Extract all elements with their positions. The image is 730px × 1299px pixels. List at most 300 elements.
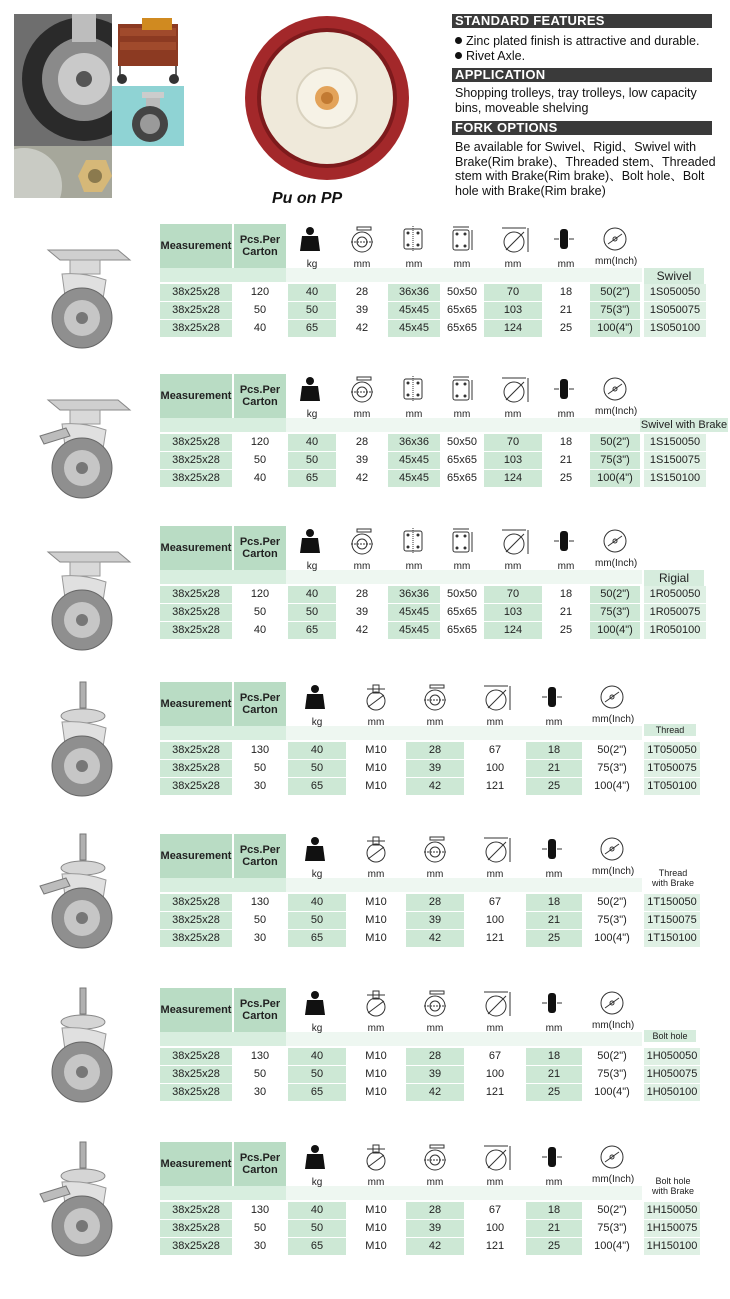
table-cell: 130 [234,894,286,911]
table-cell: 65 [288,320,336,337]
table-cell: 25 [544,470,588,487]
table-cell: 28 [338,586,386,603]
fork-options-text: Be available for Swivel、Rigid、Swivel with Brake(Rim brake)、Threaded stem、Threaded stem with Brake(Rim brake)、Bolt hole、Bolt hole with Brake(Rim brake) [455,140,716,198]
table-cell: 65x65 [442,320,482,337]
table-cell: 40 [234,622,286,639]
table-cell: 38x25x28 [160,284,232,301]
unit-label: mm(Inch) [592,714,635,725]
table-cell: 65x65 [442,604,482,621]
table-cell: 38x25x28 [160,894,232,911]
table-cell: 121 [466,778,524,795]
header-strip [286,1186,642,1200]
table-cell: 21 [526,912,582,929]
table-cell: 1S050100 [644,320,706,337]
table-cell: 25 [544,622,588,639]
caster-photo-teal [112,86,184,146]
table-cell: 50(2") [590,434,640,451]
table-cell: 38x25x28 [160,302,232,319]
table-cell: 103 [484,604,542,621]
table-row [0,742,730,759]
table-cell: 38x25x28 [160,434,232,451]
series-label: Thread with Brake [644,868,702,892]
unit-label: mm(Inch) [595,256,638,267]
table-row [0,470,730,487]
spec-block-bolt-hole-with-brake [0,1136,730,1276]
spec-block-thread [0,676,730,816]
weight-icon [299,528,327,556]
table-cell: 65 [288,470,336,487]
unit-label: mm [557,409,575,420]
table-cell: 38x25x28 [160,1202,232,1219]
table-cell: 40 [288,284,336,301]
table-cell: 1T150100 [644,930,700,947]
table-cell: 121 [466,1084,524,1101]
table-cell: 70 [484,284,542,301]
table-cell: 1H050075 [644,1066,700,1083]
table-cell: 130 [234,1048,286,1065]
pcs-per-carton-header: Pcs.Per Carton [234,224,286,268]
width-icon [553,528,581,556]
unit-label: mm [557,259,575,270]
height-icon [482,684,510,712]
table-row [0,284,730,301]
table-cell: 50 [234,1220,286,1237]
height-icon [482,990,510,1018]
table-row [0,778,730,795]
unit-label: mm(Inch) [595,406,638,417]
table-cell: 39 [338,452,386,469]
swivel-radius-icon [349,528,377,556]
pcs-per-carton-header: Pcs.Per Carton [234,1142,286,1186]
diameter-icon [602,528,630,556]
table-cell: 25 [544,320,588,337]
trolley-photo [112,14,184,86]
table-cell: 45x45 [388,302,440,319]
table-cell: 40 [288,434,336,451]
table-cell: 75(3") [584,912,640,929]
table-cell: 1H050100 [644,1084,700,1101]
series-label: Thread [644,724,696,736]
table-cell: 38x25x28 [160,1048,232,1065]
table-cell: 38x25x28 [160,1066,232,1083]
table-cell: 67 [466,1048,524,1065]
table-cell: 38x25x28 [160,452,232,469]
table-cell: 100(4") [590,622,640,639]
table-cell: 40 [234,470,286,487]
table-cell: 1S150050 [644,434,706,451]
table-cell: 1S150100 [644,470,706,487]
table-cell: 21 [526,1220,582,1237]
width-icon [553,376,581,404]
table-cell: 40 [288,894,346,911]
table-cell: 1S050075 [644,302,706,319]
width-icon [541,1144,569,1172]
pcs-per-carton-header: Pcs.Per Carton [234,374,286,418]
table-cell: 38x25x28 [160,930,232,947]
table-cell: 65x65 [442,470,482,487]
table-cell: M10 [348,1202,404,1219]
table-row [0,1048,730,1065]
standard-feature-item: Rivet Axle. [455,49,525,63]
unit-label: mm [367,869,385,880]
thread-size-icon [363,836,391,864]
table-row [0,1238,730,1255]
table-cell: 18 [544,434,588,451]
weight-icon [304,836,332,864]
table-cell: 36x36 [388,586,440,603]
height-icon [500,528,528,556]
table-cell: 130 [234,1202,286,1219]
unit-label: mm(Inch) [592,1174,635,1185]
table-cell: M10 [348,1048,404,1065]
table-cell: 42 [338,622,386,639]
table-cell: 120 [234,434,286,451]
table-cell: 18 [526,1202,582,1219]
table-cell: 40 [288,586,336,603]
table-cell: 50 [288,912,346,929]
unit-label: kg [311,1177,323,1188]
table-cell: 100 [466,1220,524,1237]
unit-label: kg [311,717,323,728]
table-cell: 28 [406,742,464,759]
table-row [0,452,730,469]
table-cell: 100 [466,912,524,929]
plate-size-icon [449,528,477,556]
table-cell: 120 [234,586,286,603]
table-cell: 39 [406,1220,464,1237]
plate-size-icon [449,226,477,254]
table-cell: 38x25x28 [160,742,232,759]
table-cell: 50 [288,452,336,469]
table-cell: 50(2") [584,742,640,759]
table-cell: 120 [234,284,286,301]
header-strip [160,418,286,432]
unit-label: mm [557,561,575,572]
unit-label: mm [486,1023,504,1034]
table-cell: 28 [406,1048,464,1065]
table-cell: 100(4") [590,470,640,487]
swivel-radius-icon [422,1144,450,1172]
table-cell: M10 [348,894,404,911]
table-cell: 21 [526,760,582,777]
table-cell: 100(4") [584,778,640,795]
table-cell: 38x25x28 [160,912,232,929]
unit-label: kg [306,259,318,270]
table-cell: 65 [288,778,346,795]
header-strip [160,1186,286,1200]
table-cell: 38x25x28 [160,604,232,621]
unit-label: mm [367,1023,385,1034]
pcs-per-carton-header: Pcs.Per Carton [234,526,286,570]
thread-size-icon [363,990,391,1018]
table-cell: 50(2") [590,284,640,301]
table-cell: 25 [526,778,582,795]
table-cell: 30 [234,778,286,795]
table-cell: 18 [526,1048,582,1065]
unit-label: mm [545,1177,563,1188]
application-text: Shopping trolleys, tray trolleys, low capacity bins, moveable shelving [455,86,697,115]
table-cell: 45x45 [388,470,440,487]
weight-icon [304,990,332,1018]
table-cell: M10 [348,930,404,947]
pcs-per-carton-header: Pcs.Per Carton [234,988,286,1032]
diameter-icon [599,1144,627,1172]
standard-feature-item: Zinc plated finish is attractive and durable. [455,34,699,48]
diameter-icon [599,684,627,712]
table-cell: 65 [288,622,336,639]
table-cell: 25 [526,1238,582,1255]
width-icon [541,990,569,1018]
measurement-header: Measurement [160,526,232,570]
unit-label: mm [405,259,423,270]
header-strip [160,268,286,282]
table-cell: 50 [288,1066,346,1083]
weight-icon [299,226,327,254]
table-cell: 30 [234,930,286,947]
header-strip [160,878,286,892]
table-row [0,894,730,911]
unit-label: mm [486,717,504,728]
series-label: Swivel [644,268,704,284]
table-cell: 103 [484,452,542,469]
plate-hole-icon [401,376,429,404]
table-cell: 38x25x28 [160,1084,232,1101]
spec-block-bolt-hole [0,982,730,1122]
unit-label: mm [426,869,444,880]
table-cell: 1T150050 [644,894,700,911]
header-strip [286,1032,642,1046]
table-cell: 30 [234,1084,286,1101]
table-cell: 67 [466,1202,524,1219]
unit-label: mm(Inch) [592,1020,635,1031]
table-row [0,320,730,337]
measurement-header: Measurement [160,1142,232,1186]
swivel-radius-icon [422,990,450,1018]
unit-label: mm [504,409,522,420]
table-cell: 1H150075 [644,1220,700,1237]
width-icon [541,684,569,712]
table-cell: 50 [234,760,286,777]
table-cell: 18 [544,284,588,301]
unit-label: mm [426,1023,444,1034]
unit-label: mm [504,259,522,270]
swivel-radius-icon [349,226,377,254]
diameter-icon [602,376,630,404]
fork-options-title: FORK OPTIONS [452,121,712,135]
table-cell: 21 [544,452,588,469]
height-icon [482,1144,510,1172]
table-cell: 50 [288,760,346,777]
table-cell: 50x50 [442,434,482,451]
wheel-material-label: Pu on PP [272,190,343,207]
series-label: Swivel with Brake [640,419,728,431]
table-cell: 39 [338,604,386,621]
table-cell: 50 [288,1220,346,1237]
table-cell: 50 [234,912,286,929]
unit-label: mm [353,409,371,420]
table-cell: 100(4") [590,320,640,337]
table-cell: 67 [466,742,524,759]
unit-label: mm [453,561,471,572]
table-cell: M10 [348,778,404,795]
table-cell: 50(2") [584,1048,640,1065]
unit-label: mm [405,409,423,420]
table-cell: 36x36 [388,284,440,301]
spec-block-rigial [0,520,730,660]
table-cell: 65 [288,1238,346,1255]
table-cell: 38x25x28 [160,622,232,639]
table-cell: 1R050050 [644,586,706,603]
table-cell: 25 [526,1084,582,1101]
table-cell: M10 [348,760,404,777]
table-cell: 1R050075 [644,604,706,621]
unit-label: mm [486,869,504,880]
standard-features-title: STANDARD FEATURES [452,14,712,28]
series-label: Rigial [644,570,704,586]
unit-label: mm [353,259,371,270]
table-cell: 40 [234,320,286,337]
unit-label: mm [405,561,423,572]
table-row [0,930,730,947]
unit-label: mm [545,1023,563,1034]
table-cell: 1T050100 [644,778,700,795]
table-cell: 30 [234,1238,286,1255]
table-cell: 45x45 [388,452,440,469]
unit-label: kg [311,1023,323,1034]
table-cell: 121 [466,1238,524,1255]
unit-label: mm [367,717,385,728]
table-cell: 70 [484,434,542,451]
table-cell: 50(2") [584,894,640,911]
weight-icon [304,1144,332,1172]
table-cell: 75(3") [590,302,640,319]
table-cell: 100 [466,1066,524,1083]
table-cell: 50x50 [442,586,482,603]
table-cell: 75(3") [584,1220,640,1237]
table-cell: 65x65 [442,302,482,319]
table-cell: 21 [526,1066,582,1083]
swivel-radius-icon [349,376,377,404]
table-cell: 50(2") [590,586,640,603]
plate-size-icon [449,376,477,404]
pcs-per-carton-header: Pcs.Per Carton [234,682,286,726]
table-cell: 45x45 [388,604,440,621]
table-cell: 100(4") [584,1084,640,1101]
table-cell: 28 [338,284,386,301]
table-cell: 1T050050 [644,742,700,759]
table-cell: 65x65 [442,622,482,639]
table-cell: 39 [338,302,386,319]
swivel-radius-icon [422,684,450,712]
table-cell: 1H150050 [644,1202,700,1219]
table-cell: 70 [484,586,542,603]
measurement-header: Measurement [160,988,232,1032]
application-title: APPLICATION [452,68,712,82]
swivel-radius-icon [422,836,450,864]
table-cell: 65x65 [442,452,482,469]
pu-wheel-photo [243,14,411,182]
header-strip [286,418,642,432]
table-row [0,1220,730,1237]
header-strip [286,268,642,282]
table-cell: 124 [484,622,542,639]
table-cell: 1R050100 [644,622,706,639]
unit-label: mm [426,717,444,728]
table-cell: 25 [526,930,582,947]
header-strip [160,570,286,584]
table-cell: 75(3") [584,1066,640,1083]
table-cell: 50 [234,604,286,621]
height-icon [500,226,528,254]
table-cell: 75(3") [584,760,640,777]
table-cell: 38x25x28 [160,1220,232,1237]
header-strip [160,726,286,740]
unit-label: mm(Inch) [595,558,638,569]
table-cell: 42 [406,778,464,795]
thread-size-icon [363,684,391,712]
table-cell: 18 [526,894,582,911]
table-row [0,912,730,929]
table-cell: 124 [484,470,542,487]
table-cell: 50(2") [584,1202,640,1219]
table-cell: 1H150100 [644,1238,700,1255]
table-cell: 50 [234,452,286,469]
header-strip [286,726,642,740]
table-cell: 42 [338,470,386,487]
header-strip [286,878,642,892]
table-cell: 1S050050 [644,284,706,301]
table-cell: 67 [466,894,524,911]
unit-label: mm [486,1177,504,1188]
table-cell: 38x25x28 [160,778,232,795]
table-cell: 130 [234,742,286,759]
table-cell: M10 [348,912,404,929]
table-cell: 38x25x28 [160,320,232,337]
table-row [0,302,730,319]
header-strip [160,1032,286,1046]
table-cell: 124 [484,320,542,337]
table-cell: 39 [406,912,464,929]
table-cell: 121 [466,930,524,947]
unit-label: kg [306,561,318,572]
height-icon [482,836,510,864]
table-cell: 28 [406,1202,464,1219]
width-icon [553,226,581,254]
unit-label: mm [504,561,522,572]
table-cell: M10 [348,1066,404,1083]
height-icon [500,376,528,404]
table-cell: 21 [544,302,588,319]
table-cell: 65 [288,1084,346,1101]
table-cell: M10 [348,1220,404,1237]
table-cell: 50 [234,302,286,319]
spec-block-swivel-with-brake [0,368,730,508]
series-label: Bolt hole [644,1030,696,1042]
measurement-header: Measurement [160,374,232,418]
table-cell: 50x50 [442,284,482,301]
table-cell: M10 [348,1084,404,1101]
unit-label: mm [367,1177,385,1188]
table-row [0,760,730,777]
weight-icon [299,376,327,404]
table-cell: 40 [288,1202,346,1219]
table-cell: 38x25x28 [160,760,232,777]
table-cell: 75(3") [590,452,640,469]
table-cell: 42 [406,930,464,947]
table-cell: 39 [406,760,464,777]
table-cell: 45x45 [388,320,440,337]
table-cell: 103 [484,302,542,319]
